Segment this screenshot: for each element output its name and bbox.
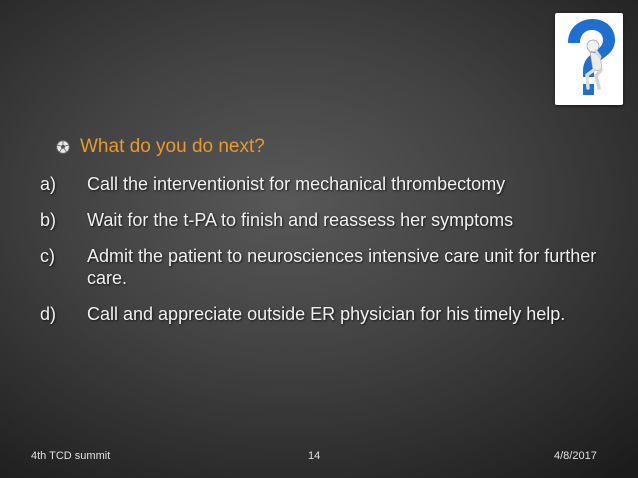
thinking-figure-question-mark-icon [555, 13, 623, 105]
question-line [56, 135, 265, 159]
option-marker: d) [40, 304, 57, 324]
option-marker: c) [40, 246, 55, 266]
question-text: What do you do next? [80, 136, 265, 157]
option-text: Call the interventionist for mechanical thrombectomy [87, 174, 506, 194]
answer-option-a [40, 173, 600, 195]
footer-date: 4/8/2017 [554, 450, 597, 462]
answer-options [40, 173, 600, 339]
footer-slide-number: 14 [308, 450, 321, 462]
option-text: Call and appreciate outside ER physician for his timely help. [87, 304, 566, 324]
option-text: Admit the patient to neurosciences intensive care unit for further care. [87, 246, 597, 288]
option-marker: a) [40, 174, 57, 194]
answer-option-d [40, 303, 600, 325]
answer-option-c [40, 245, 600, 289]
answer-option-b [40, 209, 600, 231]
option-text: Wait for the t-PA to finish and reassess her symptoms [87, 210, 514, 230]
footer-event-name: 4th TCD summit [31, 450, 111, 462]
soccer-ball-bullet-icon [56, 140, 70, 154]
option-marker: b) [40, 210, 57, 230]
